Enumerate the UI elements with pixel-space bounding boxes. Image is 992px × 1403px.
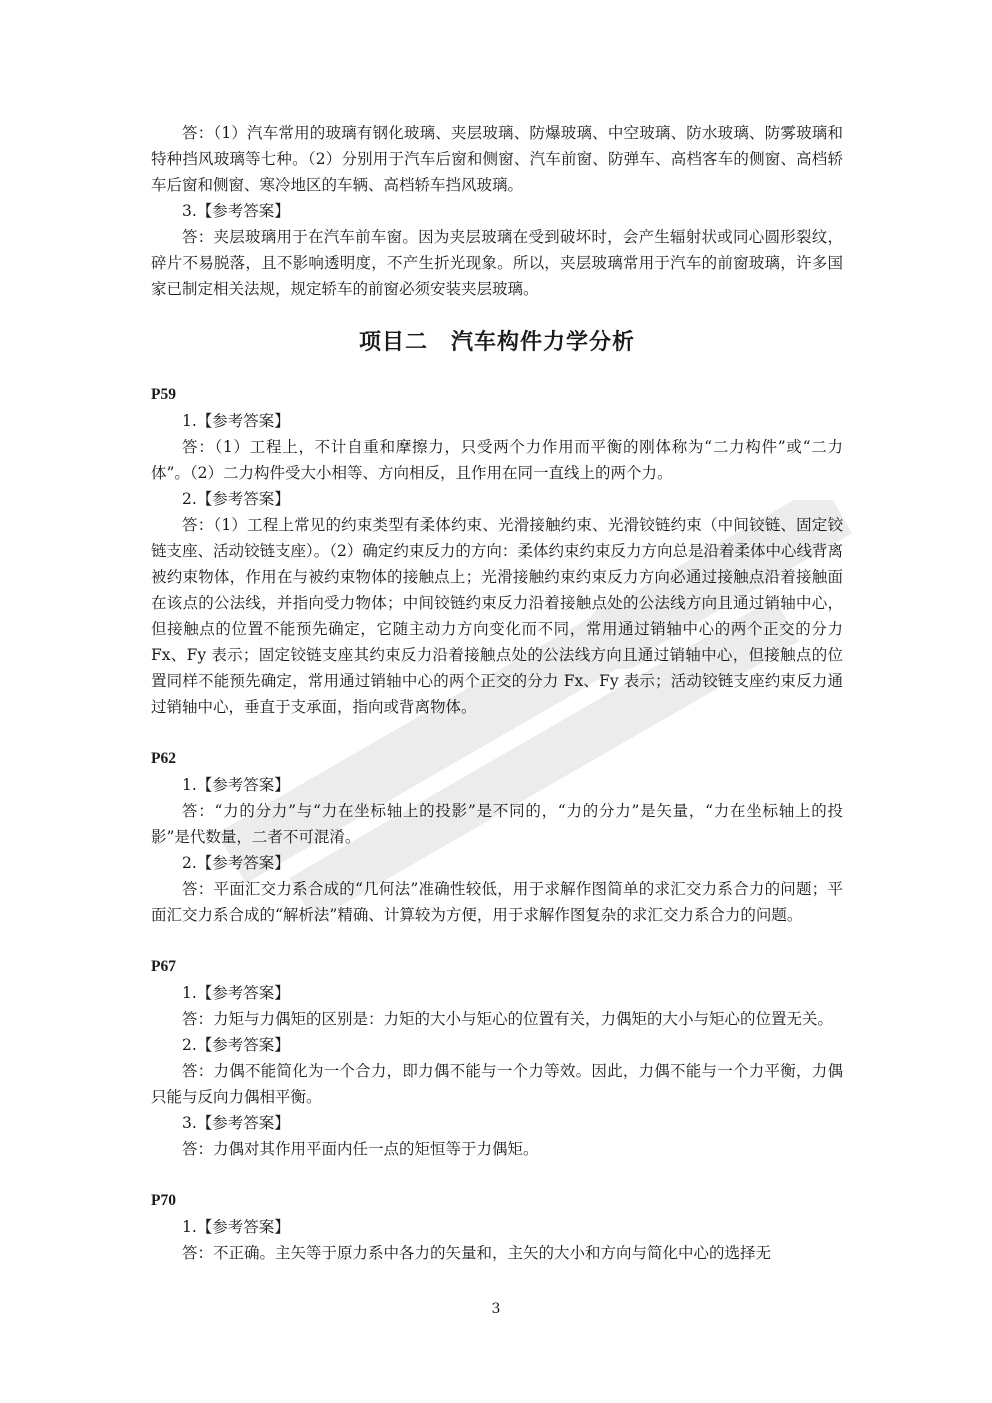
answer-heading: 1.【参考答案】 [182,412,290,430]
chapter-title: 项目二 汽车构件力学分析 [358,329,635,355]
answer-paragraph: 答：力偶不能简化为一个合力，即力偶不能与一个力等效。因此，力偶不能与一个力平衡，力偶只能与反向力偶相平衡。 [151,1062,843,1106]
page-reference: P62 [151,750,176,767]
answer-paragraph: 答：不正确。主矢等于原力系中各力的矢量和，主矢的大小和方向与简化中心的选择无 [182,1244,772,1262]
answer-paragraph: 答：（1）工程上常见的约束类型有柔体约束、光滑接触约束、光滑铰链约束（中间铰链、固定铰链支座、活动铰链支座）。（2）确定约束反力的方向：柔体约束约束反力方向总是沿着柔体中心线背离被约束物体，作用在与被约束物体的接触点上；光滑接触约束约束反力方向必通过接触点沿着接触面在该点的公法线，并指向受力物体；中间铰链约束反力沿着接触点处的公法线方向且通过销轴中心，但接触点的位置不能预先确定，它随主动力方向变化而不同，常用通过销轴中心的两个正交的分力 Fx、Fy 表示；固定铰链支座其约束反力沿着接触点处的公法线方向且通过销轴中心，但接触点的位置同样不能预先确定，常用通过销轴中心的两个正交的分力 Fx、Fy 表示；活动铰链支座约束反力通过销轴中心，垂直于支承面，指向或背离物体。 [151,516,843,716]
answer-heading: 1.【参考答案】 [182,1218,290,1236]
top-block [151,120,843,302]
answer-heading: 2.【参考答案】 [182,854,290,872]
page-reference: P67 [151,958,176,975]
page-reference: P59 [151,386,176,403]
answer-paragraph: 答：力偶对其作用平面内任一点的矩恒等于力偶矩。 [182,1140,539,1158]
answer-heading: 3.【参考答案】 [182,202,290,220]
answer-heading: 3.【参考答案】 [182,1114,290,1132]
answer-paragraph: 答：力矩与力偶矩的区别是：力矩的大小与矩心的位置有关，力偶矩的大小与矩心的位置无关。 [182,1010,834,1028]
answer-paragraph: 答：“力的分力”与“力在坐标轴上的投影”是不同的，“力的分力”是矢量，“力在坐标轴上的投影”是代数量，二者不可混淆。 [151,802,843,846]
answer-heading: 2.【参考答案】 [182,490,290,508]
answer-paragraph: 答：夹层玻璃用于在汽车前车窗。因为夹层玻璃在受到破坏时，会产生辐射状或同心圆形裂纹，碎片不易脱落，且不影响透明度，不产生折光现象。所以，夹层玻璃常用于汽车的前窗玻璃，许多国家已制定相关法规，规定轿车的前窗必须安装夹层玻璃。 [151,228,843,298]
section-p62 [151,746,843,928]
answer-heading: 2.【参考答案】 [182,1036,290,1054]
section-p67 [151,954,843,1162]
section-p59 [151,382,843,720]
answer-paragraph: 答：（1）工程上，不计自重和摩擦力，只受两个力作用而平衡的刚体称为“二力构件”或“二力体”。（2）二力构件受大小相等、方向相反，且作用在同一直线上的两个力。 [151,438,843,482]
answer-paragraph: 答：（1）汽车常用的玻璃有钢化玻璃、夹层玻璃、防爆玻璃、中空玻璃、防水玻璃、防雾玻璃和特种挡风玻璃等七种。（2）分别用于汽车后窗和侧窗、汽车前窗、防弹车、高档客车的侧窗、高档轿车后窗和侧窗、寒冷地区的车辆、高档轿车挡风玻璃。 [151,124,843,194]
answer-heading: 1.【参考答案】 [182,776,290,794]
page-number: 3 [491,1301,501,1317]
answer-paragraph: 答：平面汇交力系合成的“几何法”准确性较低，用于求解作图简单的求汇交力系合力的问题；平面汇交力系合成的“解析法”精确、计算较为方便，用于求解作图复杂的求汇交力系合力的问题。 [151,880,843,924]
answer-heading: 1.【参考答案】 [182,984,290,1002]
page-reference: P70 [151,1192,176,1209]
section-p70 [151,1188,843,1266]
